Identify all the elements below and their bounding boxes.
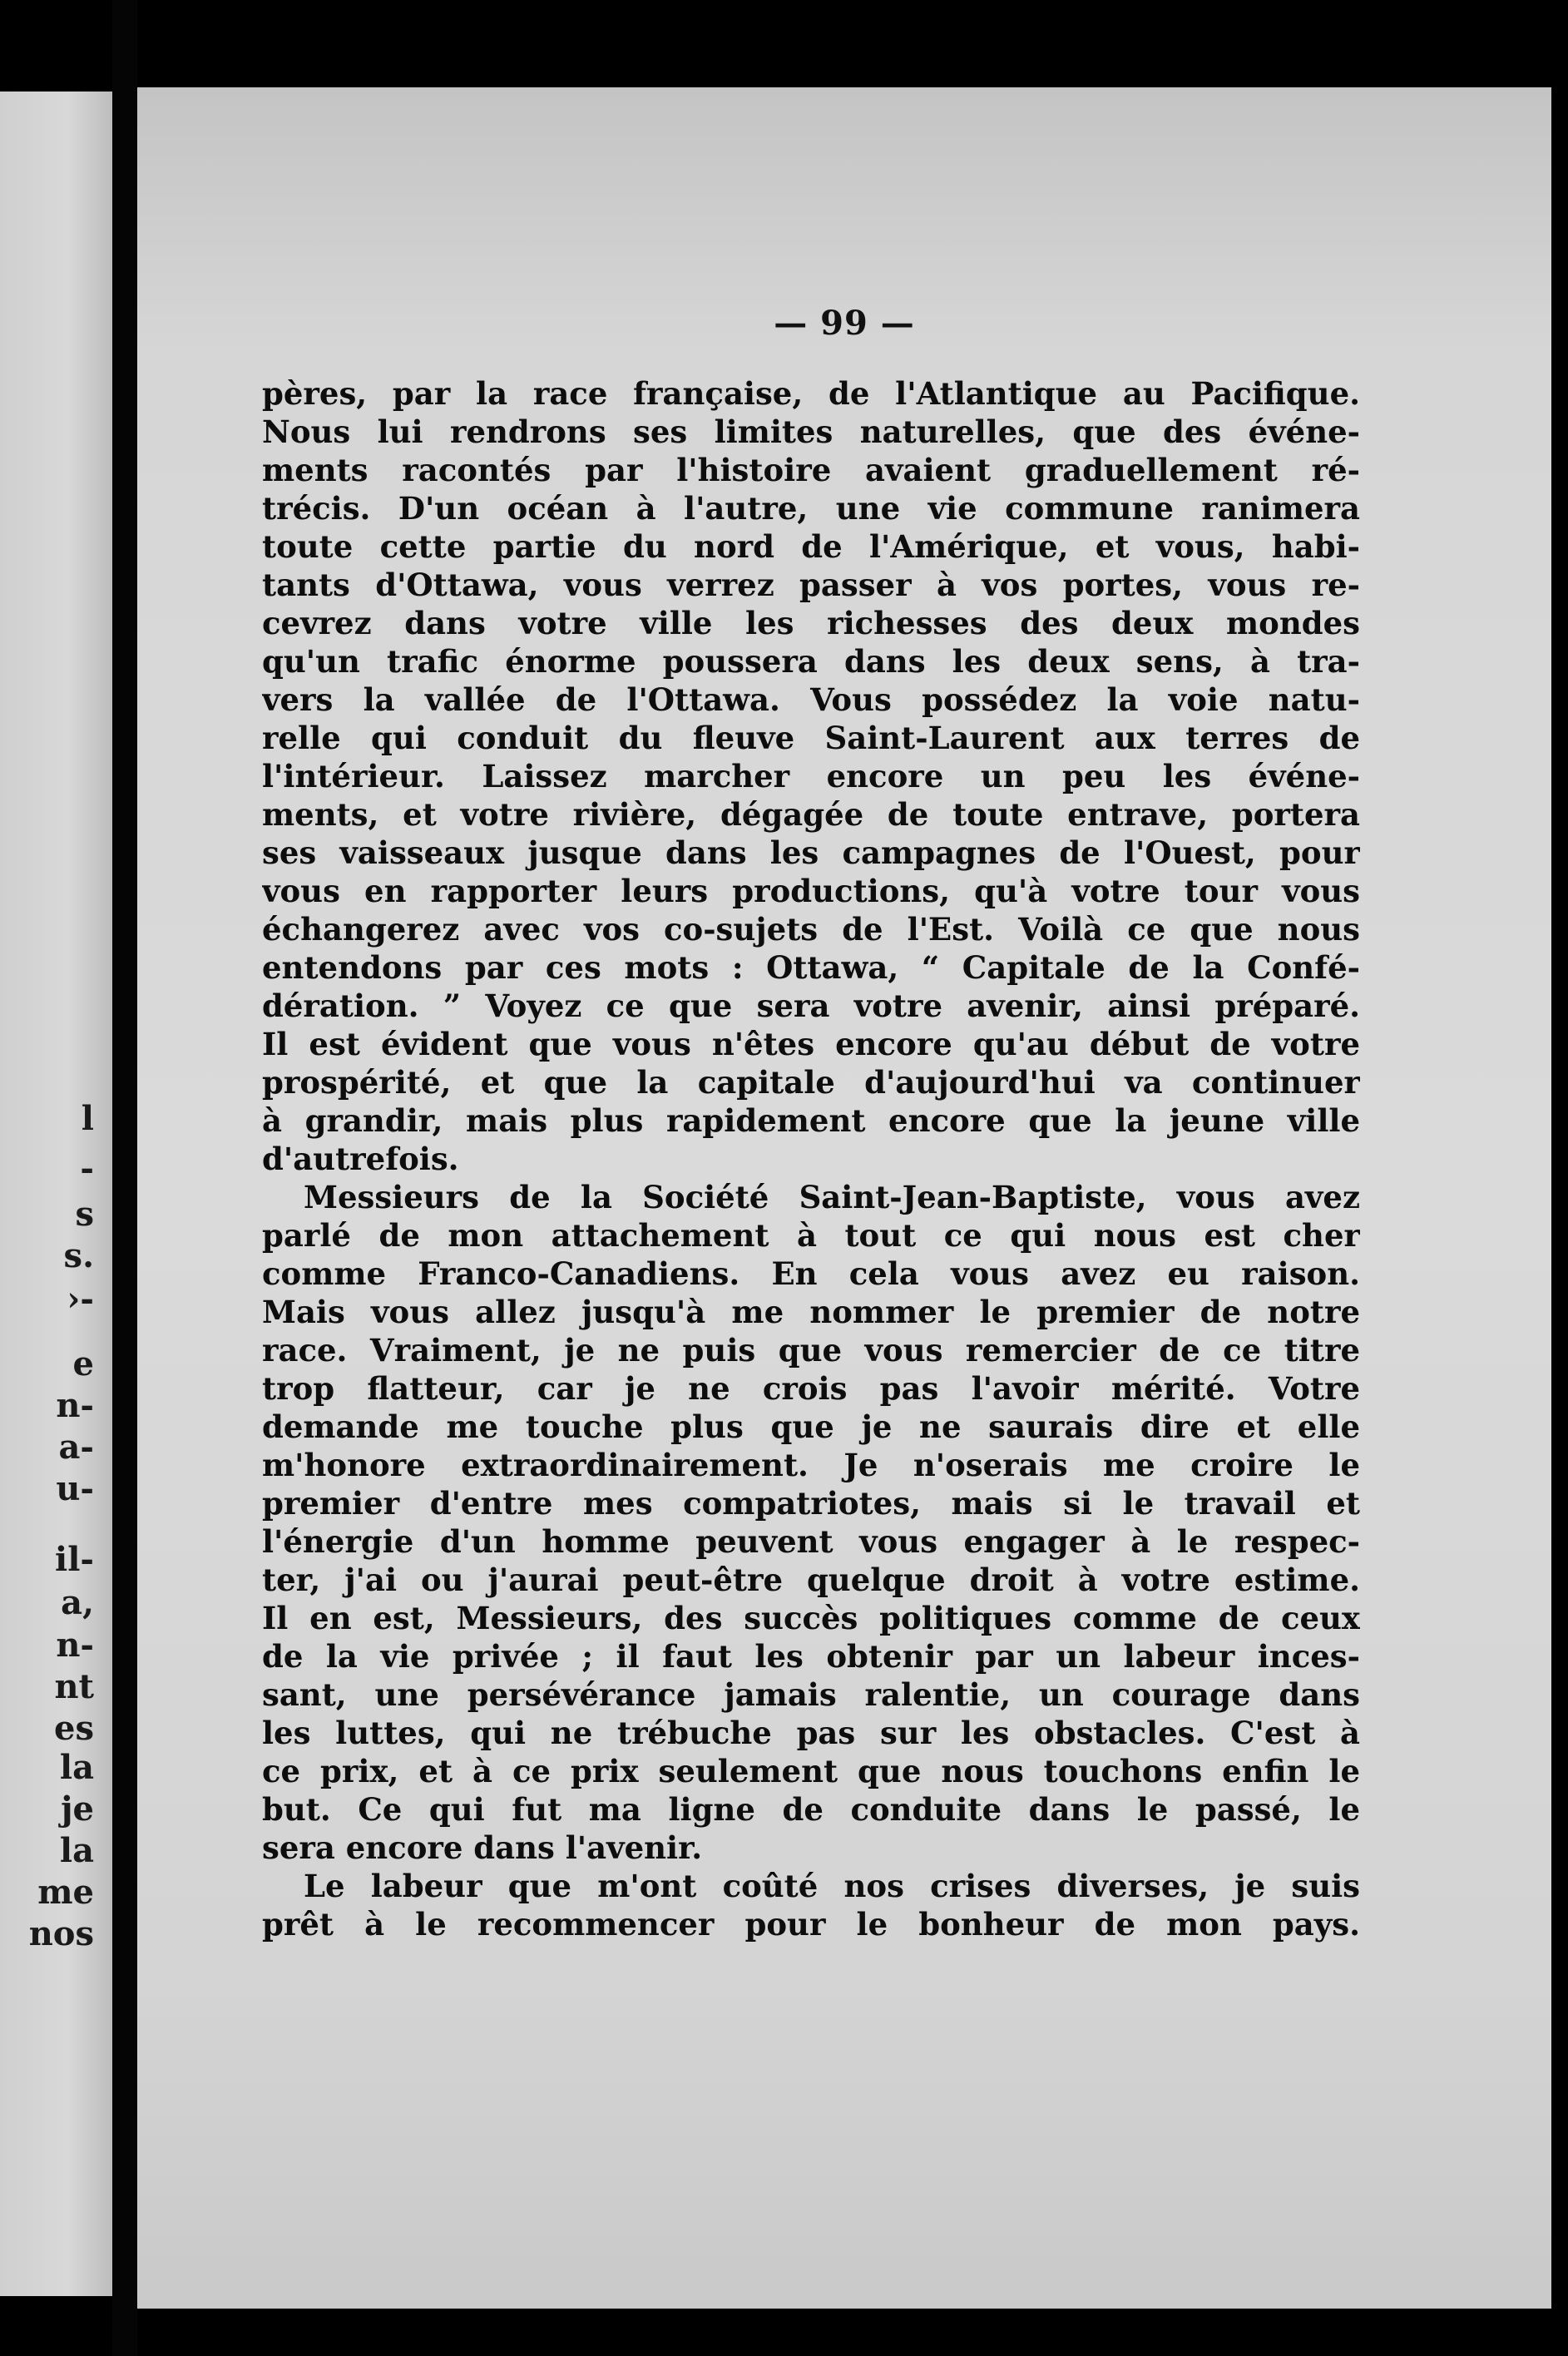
text-line: m'honore extraordinairement. Je n'oserais me croire le — [262, 1447, 1360, 1483]
text-line: parlé de mon attachement à tout ce qui nous est cher — [262, 1217, 1360, 1254]
adjacent-page-fragment: la — [59, 1831, 94, 1870]
text-line: dération. ” Voyez ce que sera votre avenir, ainsi préparé. — [262, 987, 1360, 1024]
adjacent-page-fragment: es — [54, 1709, 94, 1748]
page-gutter — [112, 0, 137, 2356]
paragraph — [262, 374, 1360, 1178]
text-line: Mais vous allez jusqu'à me nommer le premier de notre — [262, 1294, 1360, 1330]
page-body — [262, 374, 1360, 1943]
text-line: d'autrefois. — [262, 1141, 459, 1177]
text-line: prospérité, et que la capitale d'aujourd'hui va continuer — [262, 1064, 1360, 1101]
text-line: Nous lui rendrons ses limites naturelles, que des événe- — [262, 413, 1360, 450]
text-line: pères, par la race française, de l'Atlantique au Pacifique. — [262, 375, 1360, 412]
adjacent-page-fragment: n- — [56, 1626, 94, 1665]
text-line: ses vaisseaux jusque dans les campagnes de l'Ouest, pour — [262, 834, 1360, 871]
text-line: demande me touche plus que je ne saurais dire et elle — [262, 1408, 1360, 1445]
adjacent-page-fragment: la — [59, 1748, 94, 1787]
text-line: but. Ce qui fut ma ligne de conduite dans le passé, le — [262, 1791, 1360, 1828]
text-line: Le labeur que m'ont coûté nos crises diverses, je suis — [304, 1868, 1360, 1904]
text-line: comme Franco-Canadiens. En cela vous avez eu raison. — [262, 1255, 1360, 1292]
adjacent-page-fragment: nos — [28, 1914, 94, 1953]
text-line: ments racontés par l'histoire avaient graduellement ré- — [262, 452, 1360, 488]
page-number: — 99 — — [774, 304, 915, 343]
adjacent-page-fragment: a- — [58, 1428, 94, 1467]
text-line: Il en est, Messieurs, des succès politiques comme de ceux — [262, 1600, 1360, 1636]
text-line: l'intérieur. Laissez marcher encore un peu les événe- — [262, 758, 1360, 794]
text-line: entendons par ces mots : Ottawa, “ Capitale de la Confé- — [262, 949, 1360, 986]
text-line: Messieurs de la Société Saint-Jean-Baptiste, vous avez — [304, 1179, 1360, 1215]
adjacent-page-fragment: u- — [56, 1469, 94, 1508]
text-line: échangerez avec vos co-sujets de l'Est. Voilà ce que nous — [262, 911, 1360, 948]
paragraph — [262, 1867, 1360, 1943]
text-line: vous en rapporter leurs productions, qu'à votre tour vous — [262, 873, 1360, 909]
text-line: premier d'entre mes compatriotes, mais si le travail et — [262, 1485, 1360, 1522]
text-line: ce prix, et à ce prix seulement que nous touchons enfin le — [262, 1753, 1360, 1789]
text-line: tants d'Ottawa, vous verrez passer à vos portes, vous re- — [262, 567, 1360, 603]
text-line: relle qui conduit du fleuve Saint-Laurent aux terres de — [262, 720, 1360, 756]
adjacent-page-fragment: il- — [55, 1540, 94, 1579]
text-line: sant, une persévérance jamais ralentie, un courage dans — [262, 1676, 1360, 1713]
paragraph — [262, 1178, 1360, 1867]
text-line: à grandir, mais plus rapidement encore que la jeune ville — [262, 1102, 1360, 1139]
text-line: ments, et votre rivière, dégagée de toute entrave, portera — [262, 796, 1360, 833]
adjacent-page-fragment: s — [75, 1195, 94, 1234]
text-line: de la vie privée ; il faut les obtenir par un labeur inces- — [262, 1638, 1360, 1675]
text-line: cevrez dans votre ville les richesses des deux mondes — [262, 605, 1360, 641]
adjacent-page-fragment: a, — [61, 1583, 94, 1622]
adjacent-page-fragment: - — [80, 1149, 94, 1188]
text-line: prêt à le recommencer pour le bonheur de mon pays. — [262, 1906, 1360, 1943]
book-page — [137, 87, 1551, 2309]
text-line: vers la vallée de l'Ottawa. Vous possédez la voie natu- — [262, 681, 1360, 718]
text-line: sera encore dans l'avenir. — [262, 1829, 703, 1866]
adjacent-page-fragment: l — [81, 1099, 94, 1138]
adjacent-page-fragment: ›- — [67, 1279, 94, 1319]
text-line: les luttes, qui ne trébuche pas sur les obstacles. C'est à — [262, 1715, 1360, 1751]
text-line: toute cette partie du nord de l'Amérique, et vous, habi- — [262, 528, 1360, 565]
adjacent-page-fragment: me — [37, 1873, 94, 1912]
adjacent-page-strip — [0, 92, 112, 2296]
adjacent-page-fragment: nt — [54, 1667, 94, 1706]
text-line: trécis. D'un océan à l'autre, une vie commune ranimera — [262, 490, 1360, 527]
text-line: race. Vraiment, je ne puis que vous remercier de ce titre — [262, 1332, 1360, 1369]
text-line: l'énergie d'un homme peuvent vous engager à le respec- — [262, 1523, 1360, 1560]
text-line: qu'un trafic énorme poussera dans les deux sens, à tra- — [262, 643, 1360, 680]
adjacent-page-fragment: je — [61, 1789, 94, 1829]
text-line: ter, j'ai ou j'aurai peut-être quelque droit à votre estime. — [262, 1562, 1360, 1598]
text-line: Il est évident que vous n'êtes encore qu'au début de votre — [262, 1026, 1360, 1062]
adjacent-page-fragment: e — [72, 1344, 94, 1383]
text-line: trop flatteur, car je ne crois pas l'avoir mérité. Votre — [262, 1370, 1360, 1407]
adjacent-page-fragment: n- — [56, 1386, 94, 1425]
adjacent-page-fragment: s. — [63, 1236, 94, 1275]
